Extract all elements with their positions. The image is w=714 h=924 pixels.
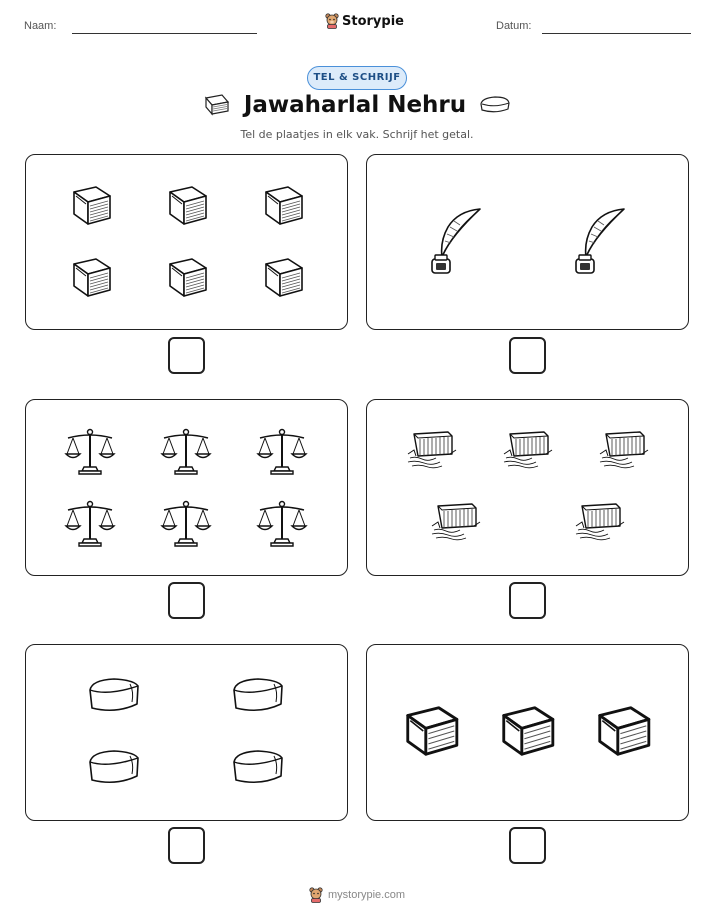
book-icon	[258, 184, 306, 228]
dam-icon	[406, 428, 458, 472]
brand-logo	[325, 13, 404, 29]
book-icon	[162, 256, 210, 300]
scales-icon	[160, 499, 212, 547]
instructions: Tel de plaatjes in elk vak. Schrijf het getal.	[240, 128, 474, 141]
title-row	[0, 92, 714, 118]
count-panel-2	[366, 154, 689, 330]
activity-badge: TEL & SCHRIJF	[307, 66, 407, 90]
scales-icon	[256, 499, 308, 547]
dam-icon	[574, 500, 626, 544]
footer-url: mystorypie.com	[327, 889, 406, 901]
quill-ink-icon	[424, 207, 484, 275]
dam-icon	[598, 428, 650, 472]
date-label: Datum:	[496, 20, 532, 32]
count-panel-3	[25, 399, 348, 576]
brand-name: Storypie	[342, 13, 404, 29]
answer-box-4[interactable]	[509, 582, 546, 619]
page-title: Jawaharlal Nehru	[243, 92, 467, 118]
quill-ink-icon	[568, 207, 628, 275]
cap-icon	[230, 748, 286, 790]
date-line[interactable]	[542, 33, 691, 34]
book-icon	[162, 184, 210, 228]
bear-icon	[325, 13, 339, 29]
cap-icon	[86, 748, 142, 790]
book-icon	[258, 256, 306, 300]
book-icon	[592, 702, 654, 760]
name-line[interactable]	[72, 33, 257, 34]
book-icon	[400, 702, 462, 760]
answer-box-6[interactable]	[509, 827, 546, 864]
answer-box-5[interactable]	[168, 827, 205, 864]
dam-icon	[430, 500, 482, 544]
answer-box-3[interactable]	[168, 582, 205, 619]
dam-icon	[502, 428, 554, 472]
bear-icon	[309, 887, 323, 903]
scales-icon	[64, 427, 116, 475]
scales-icon	[256, 427, 308, 475]
count-panel-1	[25, 154, 348, 330]
footer	[0, 887, 714, 903]
scales-icon	[64, 499, 116, 547]
count-panel-4	[366, 399, 689, 576]
book-icon	[66, 184, 114, 228]
scales-icon	[160, 427, 212, 475]
cap-icon	[230, 676, 286, 718]
book-stack-icon	[202, 92, 232, 118]
book-icon	[496, 702, 558, 760]
book-icon	[66, 256, 114, 300]
name-label: Naam:	[24, 20, 57, 32]
answer-box-2[interactable]	[509, 337, 546, 374]
nehru-cap-icon	[478, 94, 512, 116]
answer-box-1[interactable]	[168, 337, 205, 374]
cap-icon	[86, 676, 142, 718]
count-panel-5	[25, 644, 348, 821]
